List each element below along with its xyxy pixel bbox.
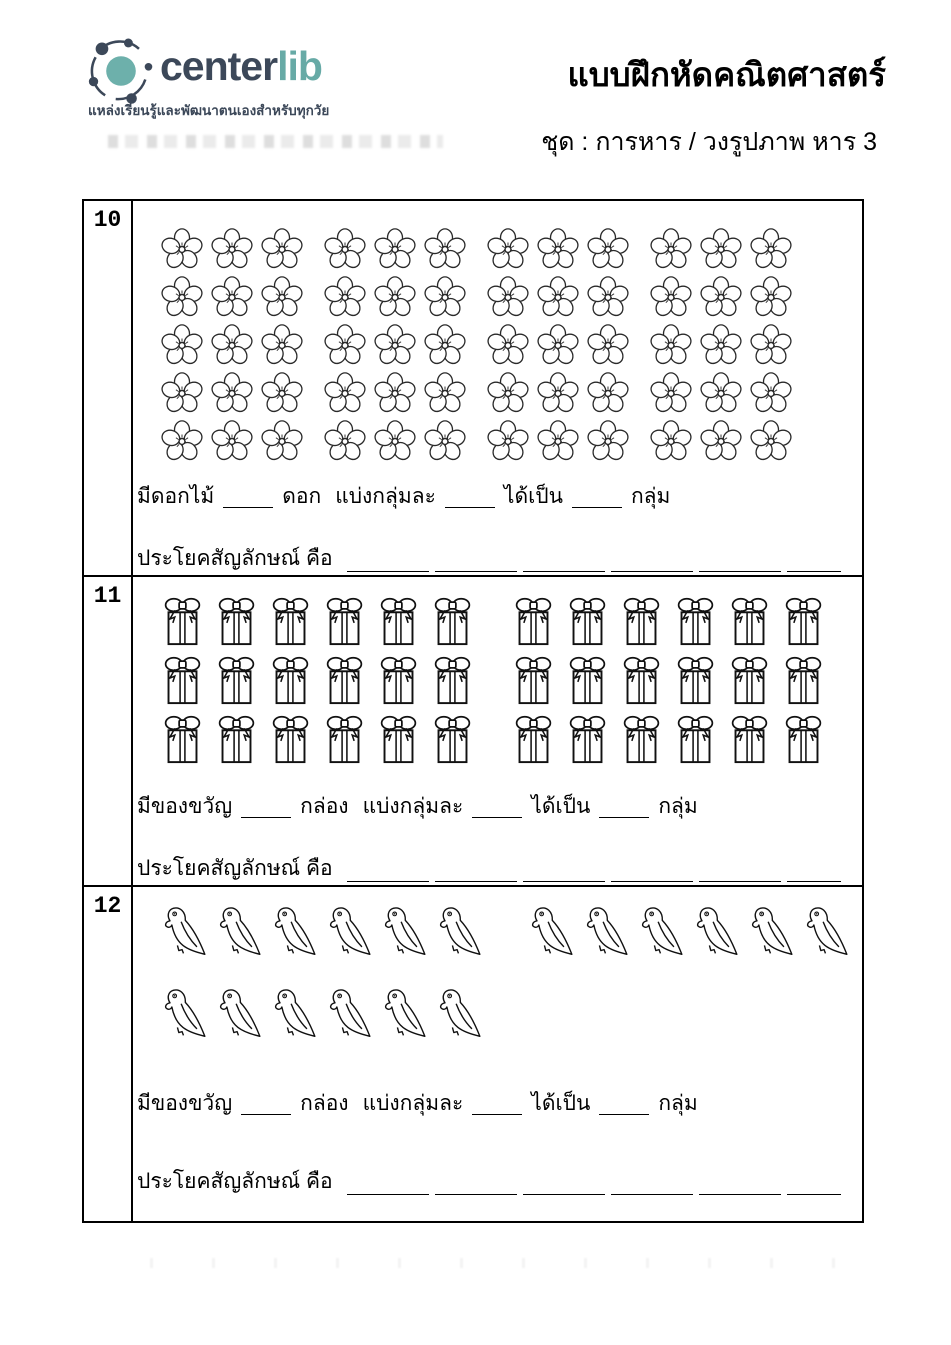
flower-icon [485, 419, 531, 464]
gift-icon [782, 711, 825, 765]
bird-icon [322, 903, 374, 961]
flower-icon [485, 323, 531, 368]
icon-row [157, 985, 851, 1043]
icon-group [322, 419, 468, 464]
answer-blank-group-size [472, 795, 522, 818]
gift-icon [215, 711, 258, 765]
flower-icon [698, 419, 744, 464]
brand-secondary: lib [277, 43, 322, 89]
gift-icon [728, 652, 771, 706]
problem-10 [84, 201, 862, 575]
flower-icon [322, 419, 368, 464]
flower-icon [485, 227, 531, 272]
flower-icon [259, 275, 305, 320]
gift-icon [620, 652, 663, 706]
icon-group [322, 323, 468, 368]
icon-group [161, 711, 474, 765]
icon-group [322, 275, 468, 320]
bird-icon [322, 985, 374, 1043]
flower-icon [259, 227, 305, 272]
bird-icon [524, 903, 576, 961]
gift-icon [377, 711, 420, 765]
gift-icon [161, 711, 204, 765]
flower-icon [535, 323, 581, 368]
sentence-part: มีของขวัญ [137, 1092, 233, 1115]
bird-icon [377, 985, 429, 1043]
bird-icon [212, 985, 264, 1043]
answer-blank-total [241, 1092, 291, 1115]
flower-icon [748, 371, 794, 416]
icon-group [524, 903, 851, 961]
faded-text-artifact [150, 1258, 850, 1268]
icon-group [159, 371, 305, 416]
sentence-part: กล่อง [300, 795, 349, 818]
flower-icon [422, 275, 468, 320]
icon-group [648, 323, 794, 368]
problem-content [133, 577, 862, 885]
gift-icon [512, 652, 555, 706]
icon-group [157, 903, 484, 961]
brand-wordmark [160, 43, 322, 89]
icon-row [159, 275, 794, 320]
bird-icon [267, 903, 319, 961]
gift-icon [512, 711, 555, 765]
gift-icon [566, 711, 609, 765]
gift-icon [323, 711, 366, 765]
flower-icon [648, 371, 694, 416]
gift-icon [620, 711, 663, 765]
icon-row [159, 419, 794, 464]
bird-grid [157, 903, 851, 1043]
icon-group [159, 419, 305, 464]
bird-icon [689, 903, 741, 961]
icon-group [485, 275, 631, 320]
flower-icon [159, 371, 205, 416]
flower-icon [209, 323, 255, 368]
answer-blank-equation [347, 862, 841, 882]
gift-icon [269, 593, 312, 647]
flower-icon [585, 227, 631, 272]
sentence-part: แบ่งกลุ่มละ [362, 1092, 464, 1115]
flower-icon [535, 419, 581, 464]
icon-row [159, 323, 794, 368]
flower-icon [748, 323, 794, 368]
worksheet-table [82, 199, 864, 1223]
bird-icon [157, 903, 209, 961]
flower-icon [698, 371, 744, 416]
icon-group [322, 227, 468, 272]
bird-icon [799, 903, 851, 961]
bird-icon [212, 903, 264, 961]
sentence-part: ได้เป็น [503, 485, 563, 508]
gift-icon [431, 652, 474, 706]
flower-icon [698, 275, 744, 320]
sentence-part: กลุ่ม [658, 795, 698, 818]
flower-icon [209, 371, 255, 416]
icon-row [157, 903, 851, 961]
problem-11 [84, 575, 862, 885]
gift-icon [728, 711, 771, 765]
icon-row [161, 652, 825, 706]
flower-icon [259, 323, 305, 368]
bird-icon [432, 903, 484, 961]
flower-icon [648, 275, 694, 320]
gift-icon [161, 652, 204, 706]
equation-row [137, 855, 841, 883]
brand-primary: center [160, 43, 278, 89]
gift-icon [323, 593, 366, 647]
problem-12 [84, 885, 862, 1221]
flower-icon [159, 323, 205, 368]
flower-icon [748, 275, 794, 320]
flower-icon [648, 323, 694, 368]
sentence-part: กล่อง [300, 1092, 349, 1115]
icon-group [485, 323, 631, 368]
icon-group [157, 985, 484, 1043]
gift-icon [728, 593, 771, 647]
flower-icon [372, 371, 418, 416]
centerlib-logo-icon [84, 34, 158, 108]
flower-icon [698, 227, 744, 272]
fill-in-sentence [137, 483, 670, 511]
bird-icon [579, 903, 631, 961]
fill-in-sentence [137, 1090, 698, 1118]
answer-blank-group-size [472, 1092, 522, 1115]
flower-icon [322, 275, 368, 320]
flower-grid [159, 227, 794, 464]
flower-icon [259, 419, 305, 464]
flower-icon [159, 275, 205, 320]
flower-icon [322, 227, 368, 272]
gift-icon [674, 652, 717, 706]
answer-blank-group-size [445, 485, 495, 508]
flower-icon [322, 323, 368, 368]
flower-icon [585, 323, 631, 368]
icon-group [512, 652, 825, 706]
gift-icon [215, 593, 258, 647]
flower-icon [485, 275, 531, 320]
equation-row [137, 1168, 841, 1196]
answer-blank-group-count [599, 1092, 649, 1115]
gift-icon [377, 652, 420, 706]
gift-icon [512, 593, 555, 647]
icon-group [485, 227, 631, 272]
equation-label: ประโยคสัญลักษณ์ คือ [137, 547, 333, 570]
sentence-part: กลุ่ม [658, 1092, 698, 1115]
answer-blank-group-count [572, 485, 622, 508]
sentence-part: แบ่งกลุ่มละ [362, 795, 464, 818]
page-title: แบบฝึกหัดคณิตศาสตร์ [567, 56, 886, 93]
equation-label: ประโยคสัญลักษณ์ คือ [137, 857, 333, 880]
icon-row [159, 227, 794, 272]
flower-icon [422, 371, 468, 416]
problem-content [133, 887, 862, 1221]
flower-icon [748, 419, 794, 464]
flower-icon [209, 275, 255, 320]
gift-icon [674, 593, 717, 647]
icon-group [322, 371, 468, 416]
flower-icon [209, 227, 255, 272]
faded-text-artifact [108, 135, 443, 148]
icon-group [648, 275, 794, 320]
icon-group [161, 652, 474, 706]
icon-group [512, 711, 825, 765]
equation-label: ประโยคสัญลักษณ์ คือ [137, 1170, 333, 1193]
gift-icon [782, 593, 825, 647]
flower-icon [585, 275, 631, 320]
gift-icon [269, 711, 312, 765]
equation-row [137, 545, 841, 573]
flower-icon [372, 419, 418, 464]
flower-icon [159, 419, 205, 464]
icon-row [161, 593, 825, 647]
icon-group [485, 371, 631, 416]
icon-group [512, 593, 825, 647]
flower-icon [535, 371, 581, 416]
flower-icon [535, 275, 581, 320]
gift-icon [566, 652, 609, 706]
icon-group [485, 419, 631, 464]
sentence-part: มีของขวัญ [137, 795, 233, 818]
flower-icon [585, 419, 631, 464]
bird-icon [634, 903, 686, 961]
gift-icon [161, 593, 204, 647]
icon-group [648, 371, 794, 416]
flower-icon [422, 323, 468, 368]
sentence-part: ดอก [282, 485, 322, 508]
sentence-part: กลุ่ม [630, 485, 671, 508]
gift-icon [377, 593, 420, 647]
sentence-part: แบ่งกลุ่มละ [335, 485, 436, 508]
gift-icon [269, 652, 312, 706]
flower-icon [372, 275, 418, 320]
flower-icon [322, 371, 368, 416]
flower-icon [648, 227, 694, 272]
icon-group [159, 275, 305, 320]
gift-icon [674, 711, 717, 765]
gift-grid [161, 593, 825, 765]
flower-icon [422, 227, 468, 272]
page-subtitle: ชุด : การหาร / วงรูปภาพ หาร 3 [541, 128, 877, 156]
flower-icon [485, 371, 531, 416]
sentence-part: ได้เป็น [531, 1092, 591, 1115]
bird-icon [157, 985, 209, 1043]
bird-icon [744, 903, 796, 961]
icon-group [159, 227, 305, 272]
brand-tagline: แหล่งเรียนรู้และพัฒนาตนเองสำหรับทุกวัย [88, 103, 330, 118]
answer-blank-equation [347, 1175, 841, 1195]
icon-group [648, 419, 794, 464]
gift-icon [782, 652, 825, 706]
icon-row [159, 371, 794, 416]
problem-content [133, 201, 862, 575]
sentence-part: มีดอกไม้ [137, 485, 215, 508]
sentence-part: ได้เป็น [531, 795, 591, 818]
flower-icon [698, 323, 744, 368]
problem-number: 10 [84, 201, 133, 575]
icon-group [161, 593, 474, 647]
flower-icon [159, 227, 205, 272]
answer-blank-group-count [599, 795, 649, 818]
problem-number: 11 [84, 577, 133, 885]
icon-group [159, 323, 305, 368]
flower-icon [209, 419, 255, 464]
bird-icon [432, 985, 484, 1043]
bird-icon [377, 903, 429, 961]
flower-icon [422, 419, 468, 464]
gift-icon [323, 652, 366, 706]
flower-icon [748, 227, 794, 272]
flower-icon [535, 227, 581, 272]
answer-blank-equation [347, 552, 841, 572]
flower-icon [585, 371, 631, 416]
icon-row [161, 711, 825, 765]
bird-icon [267, 985, 319, 1043]
problem-number: 12 [84, 887, 133, 1221]
gift-icon [431, 711, 474, 765]
flower-icon [648, 419, 694, 464]
fill-in-sentence [137, 793, 698, 821]
gift-icon [566, 593, 609, 647]
flower-icon [372, 227, 418, 272]
answer-blank-total [223, 485, 273, 508]
gift-icon [215, 652, 258, 706]
flower-icon [372, 323, 418, 368]
icon-group [648, 227, 794, 272]
flower-icon [259, 371, 305, 416]
answer-blank-total [241, 795, 291, 818]
gift-icon [431, 593, 474, 647]
gift-icon [620, 593, 663, 647]
